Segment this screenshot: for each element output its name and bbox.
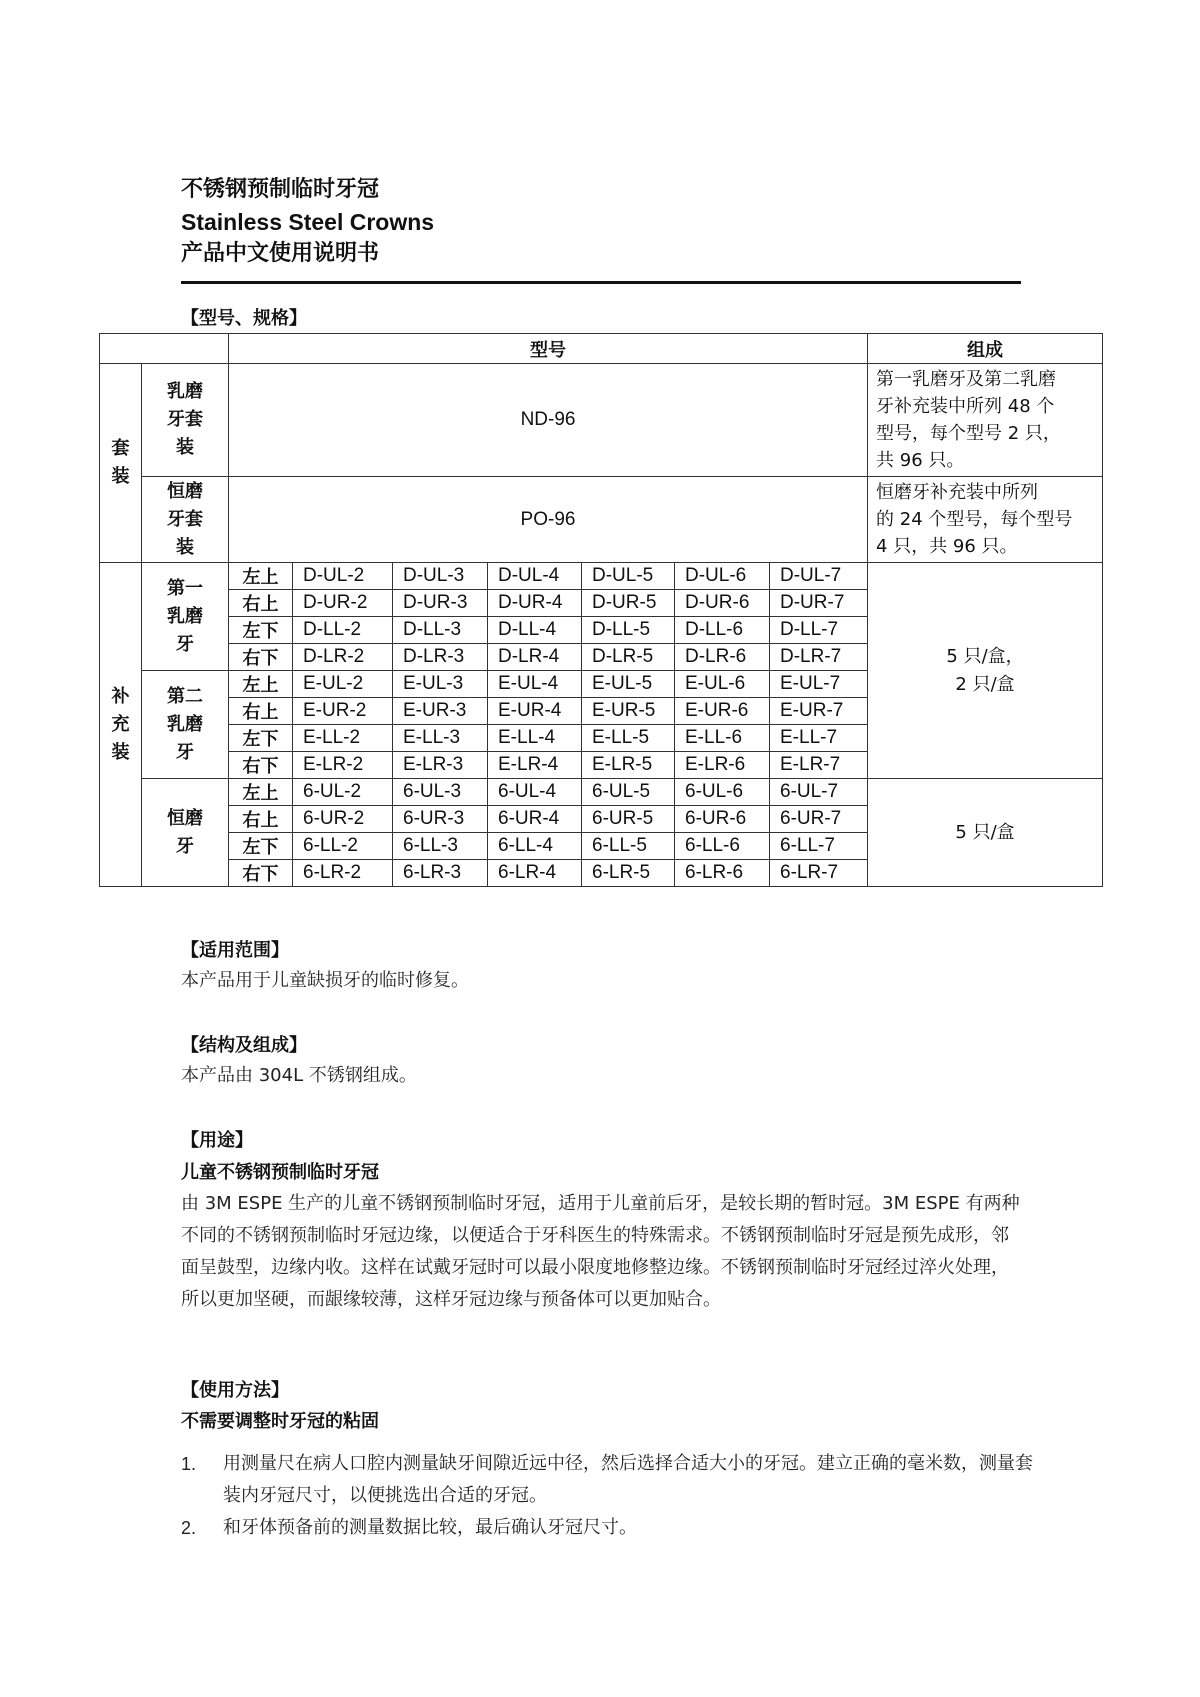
model-code-cell: 6-LL-3: [393, 833, 488, 860]
model-code-cell: 6-LR-2: [293, 860, 393, 887]
model-code-cell: D-UL-5: [582, 563, 675, 590]
model-code-cell: E-UR-6: [675, 698, 770, 725]
model-code-cell: E-LR-3: [393, 752, 488, 779]
model-code-cell: 6-UL-6: [675, 779, 770, 806]
model-code-cell: 6-UL-4: [488, 779, 582, 806]
refill-group-name: 第一 乳磨 牙: [142, 563, 229, 671]
model-code-cell: E-UL-6: [675, 671, 770, 698]
model-code-cell: D-UR-6: [675, 590, 770, 617]
header-divider: [181, 281, 1021, 284]
refill-row: [100, 563, 1103, 590]
kit-name: 乳磨 牙套 装: [142, 364, 229, 477]
usage-text: 由 3M ESPE 生产的儿童不锈钢预制临时牙冠，适用于儿童前后牙，是较长期的暂时冠。3M ESPE 有两种不同的不锈钢预制临时牙冠边缘，以便适合于牙科医生的特殊需求。不锈钢预制临时牙冠是预先成形，邻面呈鼓型，边缘内收。这样在试戴牙冠时可以最小限度地修整边缘。不锈钢预制临时牙冠经过淬火处理，所以更加坚硬，而龈缘较薄，这样牙冠边缘与预备体可以更加贴合。: [181, 1193, 1020, 1310]
usage-heading: 【用途】: [181, 1130, 253, 1151]
model-code-cell: 6-UR-4: [488, 806, 582, 833]
quadrant-label: 右上: [229, 698, 293, 725]
step-text: 用测量尺在病人口腔内测量缺牙间隙近远中径，然后选择合适大小的牙冠。建立正确的毫米数，测量套装内牙冠尺寸，以便挑选出合适的牙冠。: [223, 1453, 1033, 1506]
document-header: [181, 174, 1021, 270]
model-code-cell: 6-LL-6: [675, 833, 770, 860]
method-step: [181, 1512, 1041, 1544]
model-code-cell: D-LR-2: [293, 644, 393, 671]
structure-text: 本产品由 304L 不锈钢组成。: [181, 1065, 417, 1086]
model-code-cell: E-LL-4: [488, 725, 582, 752]
scope-text: 本产品用于儿童缺损牙的临时修复。: [181, 970, 469, 991]
kit-model: PO-96: [229, 477, 868, 563]
model-code-cell: 6-LL-5: [582, 833, 675, 860]
model-code-cell: 6-UL-7: [770, 779, 868, 806]
method-steps: [181, 1448, 1041, 1544]
scope-heading: 【适用范围】: [181, 940, 289, 961]
primary-pack-size: 5 只/盒， 2 只/盒: [868, 563, 1103, 779]
model-code-cell: D-UL-7: [770, 563, 868, 590]
step-text: 和牙体预备前的测量数据比较，最后确认牙冠尺寸。: [223, 1517, 637, 1538]
structure-heading: 【结构及组成】: [181, 1035, 307, 1056]
model-code-cell: D-UL-4: [488, 563, 582, 590]
model-code-cell: 6-UR-7: [770, 806, 868, 833]
model-code-cell: E-LR-5: [582, 752, 675, 779]
quadrant-label: 左下: [229, 617, 293, 644]
model-code-cell: E-LR-7: [770, 752, 868, 779]
model-code-cell: 6-UL-5: [582, 779, 675, 806]
model-code-cell: D-LR-6: [675, 644, 770, 671]
model-code-cell: D-UL-2: [293, 563, 393, 590]
document-subtitle: 产品中文使用说明书: [181, 241, 380, 266]
usage-subheading: 儿童不锈钢预制临时牙冠: [181, 1162, 379, 1183]
spec-header-composition: 组成: [868, 334, 1103, 364]
model-code-cell: E-LR-2: [293, 752, 393, 779]
refill-row: [100, 779, 1103, 806]
model-code-cell: E-UL-7: [770, 671, 868, 698]
refill-group-name: 恒磨 牙: [142, 779, 229, 887]
method-step: [181, 1448, 1041, 1512]
refill-label: 补 充 装: [100, 563, 142, 887]
model-code-cell: D-LR-3: [393, 644, 488, 671]
model-code-cell: E-UL-4: [488, 671, 582, 698]
kit-name: 恒磨 牙套 装: [142, 477, 229, 563]
kit-model: ND-96: [229, 364, 868, 477]
kit-composition: 第一乳磨牙及第二乳磨 牙补充装中所列 48 个 型号，每个型号 2 只， 共 96 只。: [868, 364, 1103, 477]
spec-header-row: [100, 334, 1103, 364]
title-english: Stainless Steel Crowns: [181, 209, 435, 235]
spec-header-model: 型号: [229, 334, 868, 364]
model-code-cell: 6-LL-4: [488, 833, 582, 860]
model-code-cell: E-LL-7: [770, 725, 868, 752]
model-code-cell: E-UR-5: [582, 698, 675, 725]
kit-row: [100, 477, 1103, 563]
model-code-cell: 6-UR-5: [582, 806, 675, 833]
model-code-cell: 6-UR-3: [393, 806, 488, 833]
model-code-cell: E-UL-2: [293, 671, 393, 698]
quadrant-label: 右上: [229, 806, 293, 833]
step-number: 2.: [181, 1518, 197, 1538]
spec-heading: 【型号、规格】: [181, 308, 307, 329]
method-subheading: 不需要调整时牙冠的粘固: [181, 1411, 379, 1432]
model-code-cell: D-UR-3: [393, 590, 488, 617]
model-code-cell: E-UL-5: [582, 671, 675, 698]
model-code-cell: D-LL-5: [582, 617, 675, 644]
model-code-cell: D-UR-2: [293, 590, 393, 617]
model-code-cell: D-UR-4: [488, 590, 582, 617]
model-code-cell: E-UL-3: [393, 671, 488, 698]
model-code-cell: 6-UR-6: [675, 806, 770, 833]
spec-header-blank: [100, 334, 229, 364]
quadrant-label: 右下: [229, 644, 293, 671]
quadrant-label: 左下: [229, 833, 293, 860]
method-heading: 【使用方法】: [181, 1380, 289, 1401]
model-code-cell: 6-LR-5: [582, 860, 675, 887]
step-number: 1.: [181, 1454, 197, 1474]
model-code-cell: 6-LR-6: [675, 860, 770, 887]
permanent-pack-size: 5 只/盒: [868, 779, 1103, 887]
model-code-cell: E-LR-6: [675, 752, 770, 779]
model-code-cell: E-UR-4: [488, 698, 582, 725]
model-code-cell: 6-LR-7: [770, 860, 868, 887]
model-code-cell: D-LL-4: [488, 617, 582, 644]
model-code-cell: D-UL-3: [393, 563, 488, 590]
model-code-cell: 6-UL-3: [393, 779, 488, 806]
refill-group-name: 第二 乳磨 牙: [142, 671, 229, 779]
quadrant-label: 右下: [229, 752, 293, 779]
kit-label: 套 装: [100, 364, 142, 563]
model-code-cell: D-LL-2: [293, 617, 393, 644]
kit-composition: 恒磨牙补充装中所列 的 24 个型号，每个型号 4 只，共 96 只。: [868, 477, 1103, 563]
kit-row: [100, 364, 1103, 477]
model-code-cell: E-LR-4: [488, 752, 582, 779]
model-code-cell: E-UR-7: [770, 698, 868, 725]
model-code-cell: E-UR-2: [293, 698, 393, 725]
model-code-cell: 6-LL-2: [293, 833, 393, 860]
model-code-cell: 6-LR-4: [488, 860, 582, 887]
quadrant-label: 左上: [229, 779, 293, 806]
quadrant-label: 右上: [229, 590, 293, 617]
model-code-cell: 6-LL-7: [770, 833, 868, 860]
model-code-cell: 6-UR-2: [293, 806, 393, 833]
model-code-cell: E-LL-2: [293, 725, 393, 752]
quadrant-label: 左下: [229, 725, 293, 752]
model-code-cell: 6-UL-2: [293, 779, 393, 806]
model-code-cell: E-LL-5: [582, 725, 675, 752]
model-code-cell: E-UR-3: [393, 698, 488, 725]
spec-table: [99, 333, 1103, 887]
model-code-cell: D-LR-4: [488, 644, 582, 671]
quadrant-label: 左上: [229, 563, 293, 590]
quadrant-label: 左上: [229, 671, 293, 698]
model-code-cell: D-UR-7: [770, 590, 868, 617]
model-code-cell: E-LL-6: [675, 725, 770, 752]
model-code-cell: D-UR-5: [582, 590, 675, 617]
model-code-cell: E-LL-3: [393, 725, 488, 752]
model-code-cell: 6-LR-3: [393, 860, 488, 887]
model-code-cell: D-LL-3: [393, 617, 488, 644]
model-code-cell: D-LR-5: [582, 644, 675, 671]
model-code-cell: D-LL-7: [770, 617, 868, 644]
quadrant-label: 右下: [229, 860, 293, 887]
title-chinese: 不锈钢预制临时牙冠: [181, 177, 380, 202]
model-code-cell: D-UL-6: [675, 563, 770, 590]
model-code-cell: D-LL-6: [675, 617, 770, 644]
model-code-cell: D-LR-7: [770, 644, 868, 671]
